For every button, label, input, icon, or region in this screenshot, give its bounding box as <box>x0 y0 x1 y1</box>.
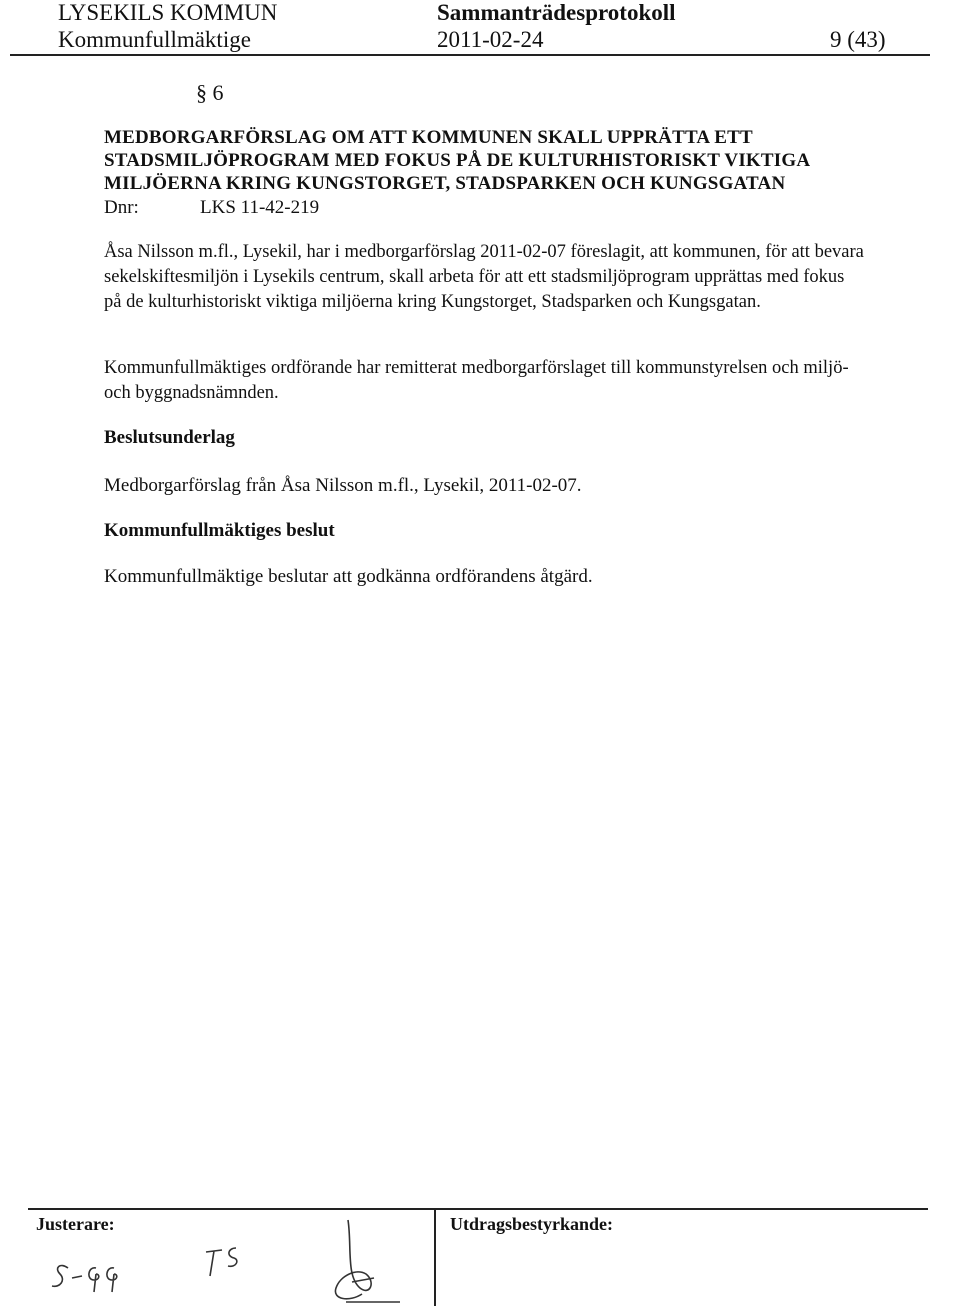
body-name: Kommunfullmäktige <box>58 27 251 52</box>
meeting-date: 2011-02-24 <box>437 27 544 52</box>
section-title-line-3: MILJÖERNA KRING KUNGSTORGET, STADSPARKEN OCH KUNGSGATAN <box>104 173 786 194</box>
municipality-name: LYSEKILS KOMMUN <box>58 0 278 25</box>
adjuster-signatures <box>30 1216 430 1306</box>
page-number: 9 (43) <box>830 27 886 52</box>
section-number: § 6 <box>196 80 224 105</box>
signature-s-gg <box>52 1266 68 1287</box>
signature-g2 <box>107 1268 117 1292</box>
body-paragraph-1: Åsa Nilsson m.fl., Lysekil, har i medborgarförslag 2011-02-07 föreslagit, att kommunen, för att bevara sekelskiftesmiljön i Lysekils centrum, skall arbeta för att ett stadsmiljöprogram upprättas med fokus på de kulturhistoriskt viktiga miljöerna kring Kungstorget, Stadsparken och Kungsgatan. <box>104 242 864 312</box>
adjusters-label: Justerare: <box>36 1214 115 1234</box>
decision-heading: Kommunfullmäktiges beslut <box>104 520 335 541</box>
dnr-value: LKS 11-42-219 <box>200 197 320 218</box>
signature-third <box>335 1220 400 1302</box>
section-title-line-1: MEDBORGARFÖRSLAG OM ATT KOMMUNEN SKALL UPPRÄTTA ETT <box>104 127 753 148</box>
dnr-label: Dnr: <box>104 197 139 218</box>
footer-rule <box>28 1208 928 1210</box>
footer-divider <box>434 1210 436 1306</box>
signature-t <box>206 1250 222 1276</box>
header-rule <box>10 54 930 56</box>
section-title-line-2: STADSMILJÖPROGRAM MED FOKUS PÅ DE KULTURHISTORISKT VIKTIGA <box>104 150 811 171</box>
signature-dash <box>72 1276 82 1278</box>
certification-label: Utdragsbestyrkande: <box>450 1214 614 1234</box>
basis-text: Medborgarförslag från Åsa Nilsson m.fl., Lysekil, 2011-02-07. <box>104 475 582 496</box>
decision-text: Kommunfullmäktige beslutar att godkänna ordförandens åtgärd. <box>104 566 593 587</box>
basis-heading: Beslutsunderlag <box>104 427 235 448</box>
document-type: Sammanträdesprotokoll <box>437 0 676 25</box>
signature-s <box>228 1248 237 1266</box>
body-paragraph-2: Kommunfullmäktiges ordförande har remitterat medborgarförslaget till kommunstyrelsen och miljö- och byggnadsnämnden. <box>104 358 849 403</box>
signature-g1 <box>89 1268 99 1292</box>
